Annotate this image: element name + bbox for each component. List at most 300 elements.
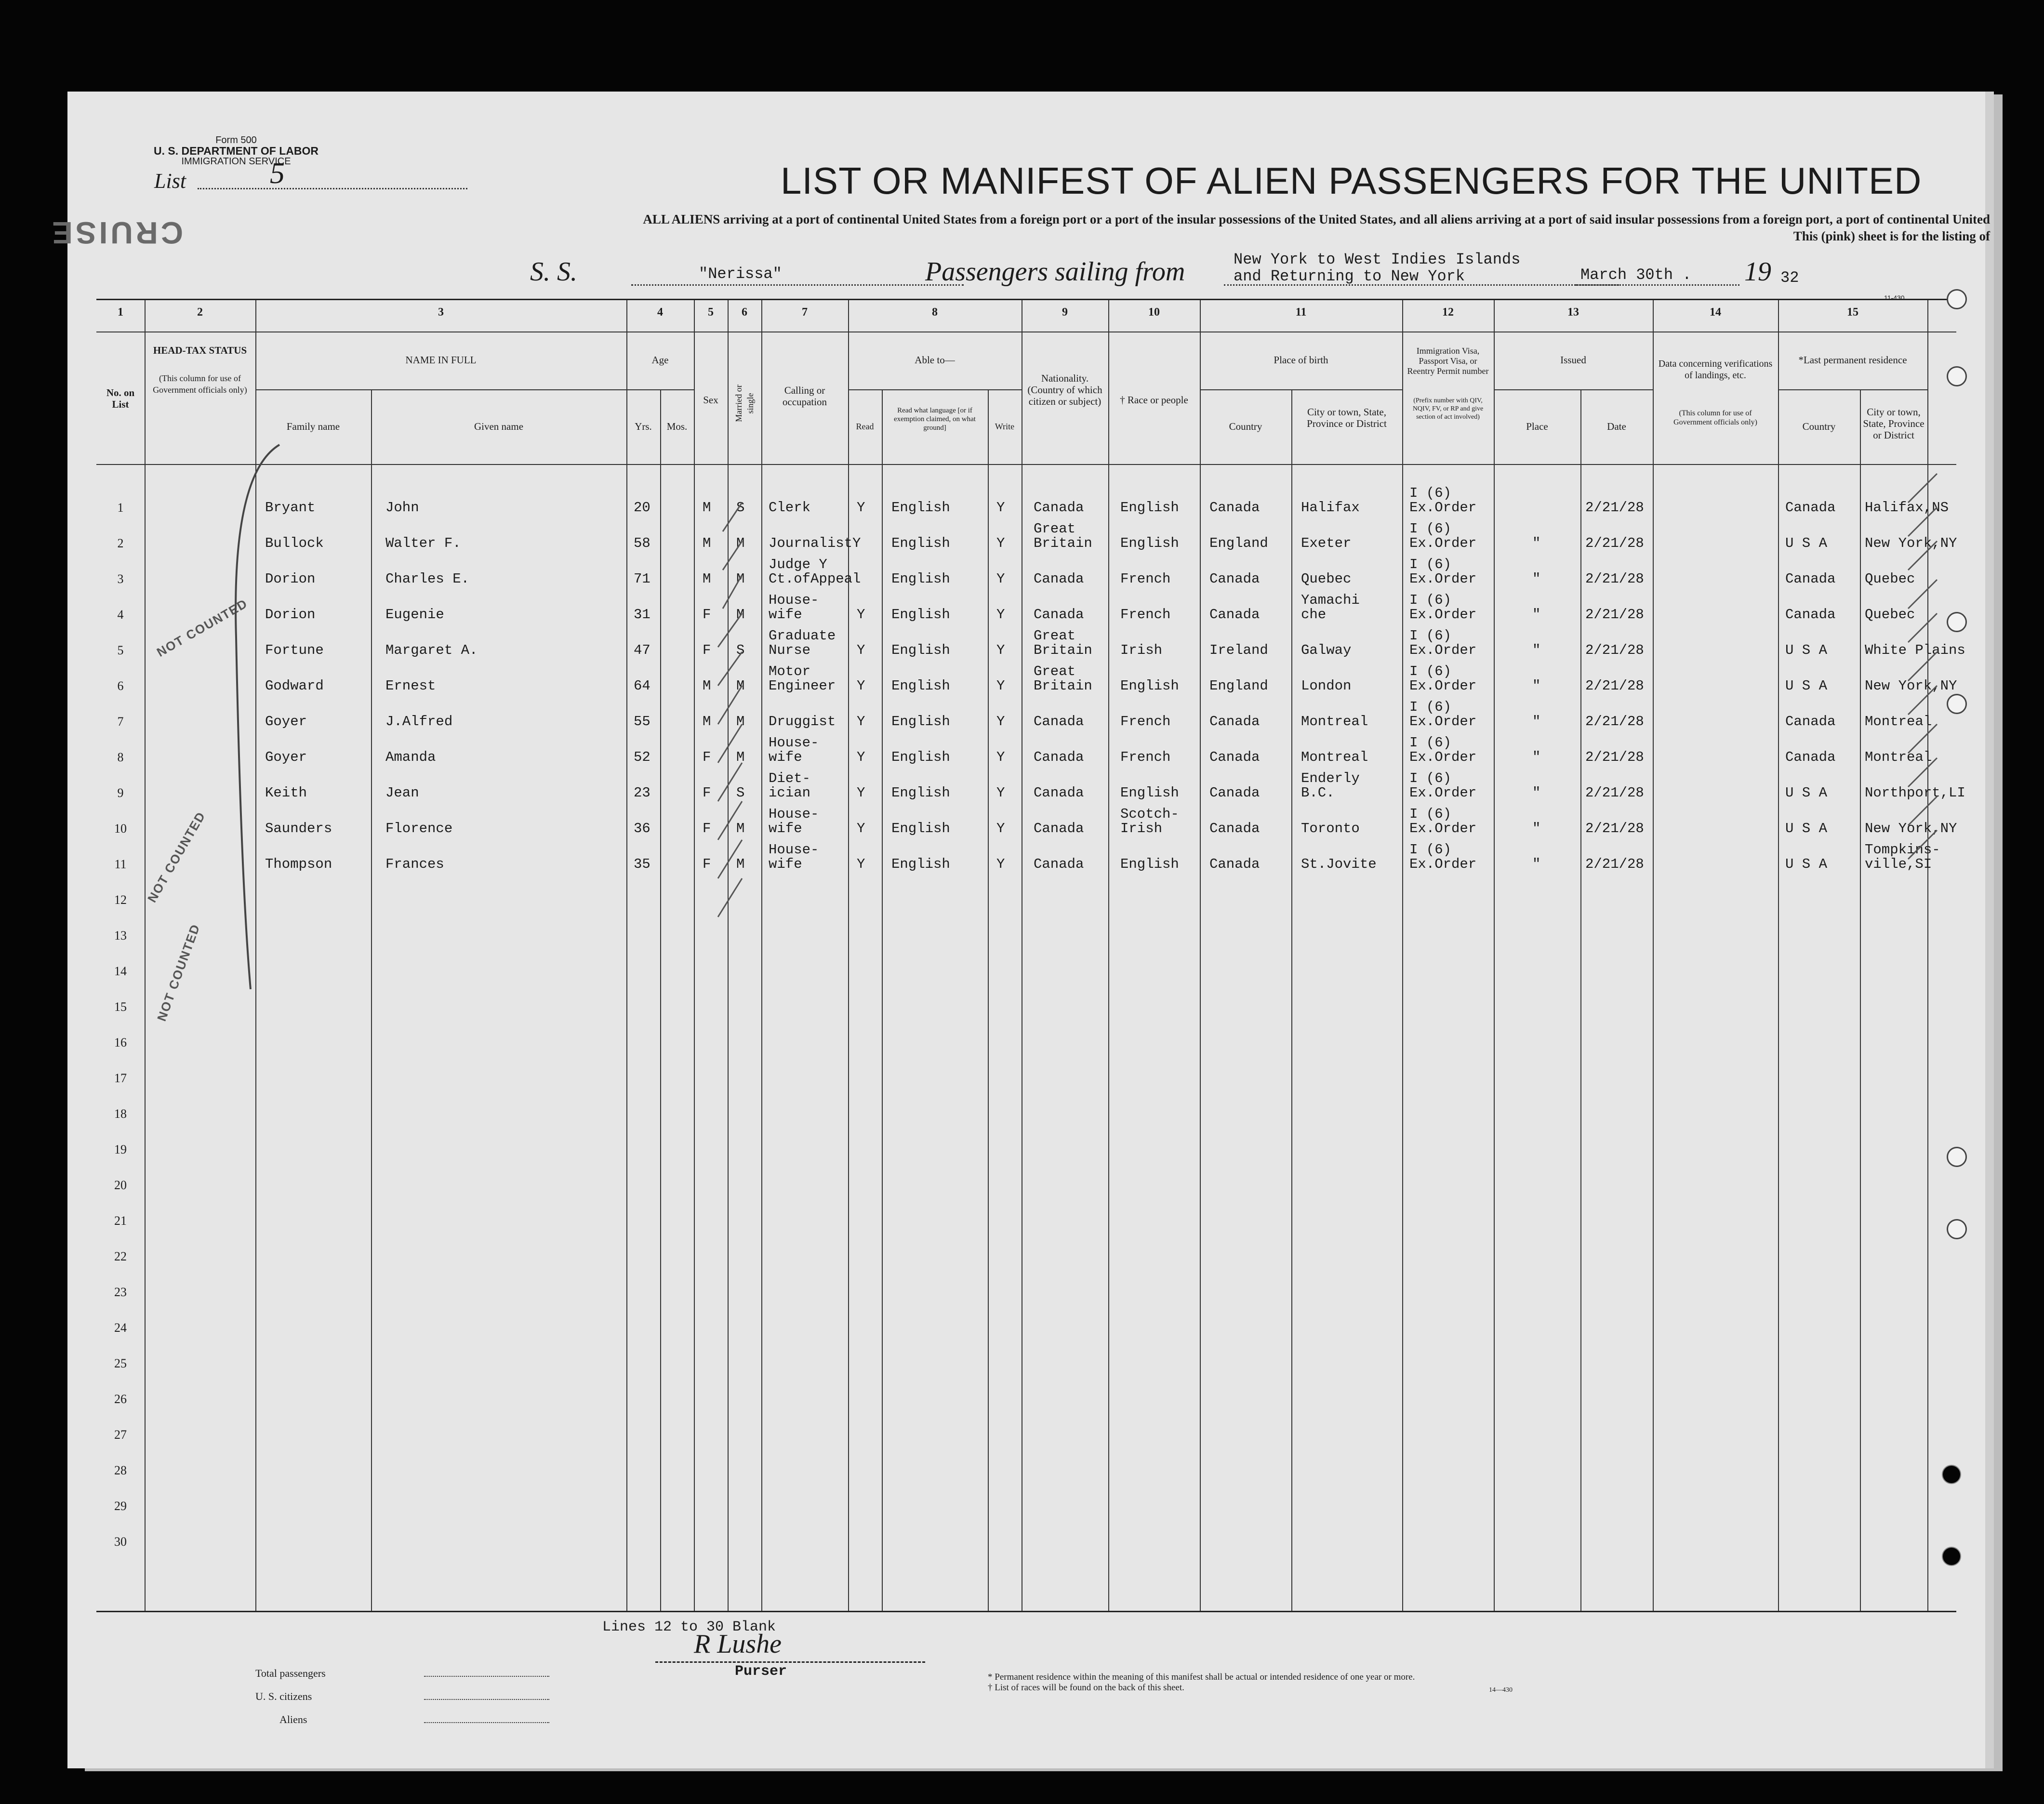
sex: M xyxy=(703,500,711,516)
row-number: 30 xyxy=(114,1535,127,1549)
route-line-2: and Returning to New York xyxy=(1234,267,1465,285)
marital-status: M xyxy=(736,535,745,551)
manifest-sheet xyxy=(49,92,1990,1768)
occupation-line-1: House- xyxy=(769,735,819,751)
race-line-2: Irish xyxy=(1120,642,1163,658)
can-read: Y xyxy=(857,500,865,516)
marital-status: M xyxy=(736,749,745,765)
department-name: U. S. DEPARTMENT OF LABOR xyxy=(153,145,319,157)
given-name: Frances xyxy=(385,856,444,872)
residence-country: Canada xyxy=(1785,749,1836,765)
given-name: Ernest xyxy=(385,678,436,694)
age: 35 xyxy=(634,856,650,872)
visa-line-1: I (6) xyxy=(1409,735,1452,751)
visa-line-2: Ex.Order xyxy=(1409,571,1477,587)
issued-date: 2/21/28 xyxy=(1585,571,1644,587)
col-number: 1 xyxy=(118,306,123,318)
visa-line-1: I (6) xyxy=(1409,806,1452,822)
row-number: 1 xyxy=(117,501,124,515)
visa-line-2: Ex.Order xyxy=(1409,607,1477,623)
nationality-line-1: Great xyxy=(1034,521,1076,537)
residence-country: U S A xyxy=(1785,535,1828,551)
col-number: 15 xyxy=(1847,306,1858,318)
col-number: 11 xyxy=(1295,306,1307,318)
race-line-2: English xyxy=(1120,856,1179,872)
occupation-line-1: Motor xyxy=(769,663,811,679)
residence-city-line-2: ville,SI xyxy=(1865,856,1932,872)
race-line-2: English xyxy=(1120,500,1179,516)
row-number: 16 xyxy=(114,1035,127,1049)
visa-line-2: Ex.Order xyxy=(1409,749,1477,765)
issued-place: " xyxy=(1532,607,1541,623)
can-write: Y xyxy=(996,500,1005,516)
given-name: John xyxy=(385,500,419,516)
binder-hole xyxy=(1947,1147,1967,1167)
occupation-line-1: House- xyxy=(769,842,819,858)
col-number: 7 xyxy=(802,306,808,318)
nationality-line-1: Great xyxy=(1034,628,1076,644)
birth-city-line-1: Enderly xyxy=(1301,770,1360,786)
issued-place: " xyxy=(1532,714,1541,730)
read-language: English xyxy=(891,571,950,587)
occupation-line-1: House- xyxy=(769,592,819,608)
form-code: 11-430 xyxy=(1884,294,1905,302)
race-line-2: French xyxy=(1120,749,1171,765)
list-number-line xyxy=(198,188,467,189)
age: 64 xyxy=(634,678,650,694)
visa-line-1: I (6) xyxy=(1409,663,1452,679)
can-write: Y xyxy=(996,535,1005,551)
total-passengers-label: Total passengers xyxy=(255,1667,326,1679)
race-line-2: Irish xyxy=(1120,821,1163,836)
can-read: Y xyxy=(857,714,865,730)
header-able-to: Able to— xyxy=(915,354,955,366)
residence-city-line-2: Montreal xyxy=(1865,714,1932,730)
occupation-line-2: wife xyxy=(769,749,802,765)
issued-place: " xyxy=(1532,856,1541,872)
header-issued-place: Place xyxy=(1526,421,1548,432)
visa-line-2: Ex.Order xyxy=(1409,642,1477,658)
header-verification: Data concerning verifications of landings, etc. xyxy=(1658,358,1773,381)
occupation-line-2: Ct.ofAppeal xyxy=(769,571,861,587)
issued-date: 2/21/28 xyxy=(1585,678,1644,694)
date-line xyxy=(1576,284,1739,286)
header-read-language: Read what language [or if exemption claimed, on what ground] xyxy=(894,407,976,432)
header-married: Married or single xyxy=(734,385,755,422)
nationality-line-2: Canada xyxy=(1034,749,1084,765)
sex: M xyxy=(703,714,711,730)
issued-place: " xyxy=(1532,642,1541,658)
occupation-line-2: wife xyxy=(769,821,802,836)
binder-hole xyxy=(1947,612,1967,632)
header-res-city: City or town, State, Province or District xyxy=(1863,406,1925,441)
form-number: Form 500 xyxy=(215,135,257,146)
race-line-1: Scotch- xyxy=(1120,806,1179,822)
visa-line-2: Ex.Order xyxy=(1409,500,1477,516)
race-line-2: English xyxy=(1120,535,1179,551)
nationality-line-1: Great xyxy=(1034,663,1076,679)
header-place-of-birth: Place of birth xyxy=(1274,354,1328,366)
row-number: 7 xyxy=(117,715,124,729)
row-number: 11 xyxy=(114,857,127,871)
residence-country: Canada xyxy=(1785,607,1836,623)
marital-status: S xyxy=(736,500,745,516)
binder-hole xyxy=(1947,366,1967,386)
binder-hole xyxy=(1947,694,1967,714)
cruise-stamp: CRUISE xyxy=(49,215,183,250)
sex: F xyxy=(703,856,711,872)
can-write: Y xyxy=(996,678,1005,694)
can-read: Y xyxy=(857,678,865,694)
issued-date: 2/21/28 xyxy=(1585,785,1644,801)
read-language: English xyxy=(891,749,950,765)
issued-date: 2/21/28 xyxy=(1585,535,1644,551)
not-counted-stamp: NOT COUNTED xyxy=(154,596,251,660)
col-number: 12 xyxy=(1442,306,1454,318)
can-read: Y xyxy=(857,821,865,836)
occupation-line-1: House- xyxy=(769,806,819,822)
visa-line-1: I (6) xyxy=(1409,770,1452,786)
sex: F xyxy=(703,749,711,765)
signature-line xyxy=(655,1661,925,1663)
aliens-label: Aliens xyxy=(279,1713,307,1725)
marital-status: S xyxy=(736,642,745,658)
sex: M xyxy=(703,535,711,551)
row-number: 28 xyxy=(114,1463,127,1477)
nationality-line-2: Canada xyxy=(1034,500,1084,516)
manifest-table xyxy=(96,299,1965,1612)
us-citizens-line xyxy=(424,1699,549,1700)
visa-line-2: Ex.Order xyxy=(1409,535,1477,551)
residence-country: U S A xyxy=(1785,821,1828,836)
route-line-1: New York to West Indies Islands xyxy=(1234,251,1521,268)
marital-status: M xyxy=(736,571,745,587)
sex: M xyxy=(703,678,711,694)
given-name: Florence xyxy=(385,821,453,836)
age: 36 xyxy=(634,821,650,836)
birth-city-line-2: che xyxy=(1301,607,1327,623)
row-number: 14 xyxy=(114,964,127,978)
marital-status: M xyxy=(736,714,745,730)
row-number: 10 xyxy=(114,822,127,836)
read-language: English xyxy=(891,785,950,801)
visa-line-1: I (6) xyxy=(1409,557,1452,572)
age: 23 xyxy=(634,785,650,801)
family-name: Goyer xyxy=(265,749,307,765)
row-number: 17 xyxy=(114,1071,127,1085)
row-number: 22 xyxy=(114,1249,127,1263)
lines-blank-note: Lines 12 to 30 Blank xyxy=(602,1619,776,1635)
binder-hole xyxy=(1942,1547,1961,1566)
birth-country: Canada xyxy=(1209,571,1260,587)
residence-city-line-1: Tompkins- xyxy=(1865,842,1940,858)
issued-date: 2/21/28 xyxy=(1585,749,1644,765)
birth-city-line-1: Yamachi xyxy=(1301,592,1360,608)
given-name: Walter F. xyxy=(385,535,461,551)
header-age: Age xyxy=(651,354,669,366)
col-number: 2 xyxy=(197,306,203,318)
issued-date: 2/21/28 xyxy=(1585,714,1644,730)
occupation-line-2: Engineer xyxy=(769,678,836,694)
binder-hole xyxy=(1947,289,1967,309)
birth-country: Canada xyxy=(1209,821,1260,836)
visa-line-1: I (6) xyxy=(1409,485,1452,501)
family-name: Bullock xyxy=(265,535,324,551)
subtitle-line-2: This (pink) sheet is for the listing of xyxy=(1793,229,1990,243)
sex: F xyxy=(703,821,711,836)
family-name: Keith xyxy=(265,785,307,801)
nationality-line-2: Britain xyxy=(1034,678,1092,694)
issued-date: 2/21/28 xyxy=(1585,500,1644,516)
occupation-line-2: Nurse xyxy=(769,642,811,658)
service-name: IMMIGRATION SERVICE xyxy=(181,156,291,167)
footnote-races: † List of races will be found on the back of this sheet. xyxy=(988,1683,1184,1693)
issued-place: " xyxy=(1532,821,1541,836)
occupation-line-2: wife xyxy=(769,856,802,872)
footnote-residence: * Permanent residence within the meaning of this manifest shall be actual or intended residence of one year or more. xyxy=(988,1672,1415,1682)
age: 31 xyxy=(634,607,650,623)
row-number: 20 xyxy=(114,1178,127,1192)
age: 52 xyxy=(634,749,650,765)
birth-country: Canada xyxy=(1209,500,1260,516)
residence-city-line-2: Quebec xyxy=(1865,571,1915,587)
row-number: 4 xyxy=(117,608,124,622)
page-title: LIST OR MANIFEST OF ALIEN PASSENGERS FOR THE UNITED xyxy=(781,159,1922,202)
read-language: English xyxy=(891,607,950,623)
age: 71 xyxy=(634,571,650,587)
sex: M xyxy=(703,571,711,587)
row-number: 29 xyxy=(114,1499,127,1513)
subtitle-line-1: ALL ALIENS arriving at a port of continental United States from a foreign port or a port of the insular possessions of the United States, and all aliens arriving at a port of said insular possessions from a foreign port, a port of continental United xyxy=(643,212,1990,226)
footer-form-code: 14—430 xyxy=(1489,1686,1513,1694)
row-number: 21 xyxy=(114,1214,127,1228)
birth-city-line-2: Exeter xyxy=(1301,535,1352,551)
header-visa-note: (Prefix number with QIV, NQIV, FV, or RP and give section of act involved) xyxy=(1412,397,1484,421)
purser-label: Purser xyxy=(735,1663,787,1680)
residence-country: Canada xyxy=(1785,571,1836,587)
given-name: Charles E. xyxy=(385,571,470,587)
residence-city-line-2: Montreal xyxy=(1865,749,1932,765)
marital-status: M xyxy=(736,607,745,623)
can-write: Y xyxy=(996,607,1005,623)
read-language: English xyxy=(891,535,950,551)
read-language: English xyxy=(891,714,950,730)
col-number: 9 xyxy=(1062,306,1068,318)
row-number: 9 xyxy=(117,786,124,800)
issued-date: 2/21/28 xyxy=(1585,821,1644,836)
race-line-2: French xyxy=(1120,607,1171,623)
header-yrs: Yrs. xyxy=(635,421,652,432)
row-number: 25 xyxy=(114,1356,127,1370)
given-name: Amanda xyxy=(385,749,436,765)
read-language: English xyxy=(891,678,950,694)
residence-city-line-2: Halifax,NS xyxy=(1865,500,1949,516)
birth-country: Canada xyxy=(1209,749,1260,765)
header-write: Write xyxy=(995,422,1015,431)
residence-country: U S A xyxy=(1785,678,1828,694)
given-name: Jean xyxy=(385,785,419,801)
row-number: 19 xyxy=(114,1142,127,1156)
residence-city-line-2: White Plains xyxy=(1865,642,1965,658)
row-number: 5 xyxy=(117,643,124,657)
visa-line-2: Ex.Order xyxy=(1409,785,1477,801)
residence-city-line-2: New York,NY xyxy=(1865,821,1957,836)
family-name: Godward xyxy=(265,678,324,694)
occupation-line-1: Graduate xyxy=(769,628,836,644)
issued-place: " xyxy=(1532,785,1541,801)
list-label: List xyxy=(154,169,186,193)
family-name: Dorion xyxy=(265,607,316,623)
col-number: 10 xyxy=(1148,306,1160,318)
col-number: 8 xyxy=(932,306,938,318)
residence-country: Canada xyxy=(1785,714,1836,730)
nationality-line-2: Canada xyxy=(1034,714,1084,730)
birth-country: England xyxy=(1209,535,1268,551)
can-write: Y xyxy=(996,785,1005,801)
residence-country: U S A xyxy=(1785,785,1828,801)
residence-city-line-2: Northport,LI xyxy=(1865,785,1965,801)
birth-country: Ireland xyxy=(1209,642,1268,658)
birth-country: Canada xyxy=(1209,856,1260,872)
residence-city-line-2: New York,NY xyxy=(1865,678,1957,694)
race-line-2: French xyxy=(1120,714,1171,730)
purser-signature: R Lushe xyxy=(694,1629,782,1659)
not-counted-stamp: NOT COUNTED xyxy=(145,809,209,905)
marital-status: M xyxy=(736,678,745,694)
nationality-line-2: Canada xyxy=(1034,821,1084,836)
visa-line-1: I (6) xyxy=(1409,699,1452,715)
list-number: 5 xyxy=(270,157,285,190)
col-number: 14 xyxy=(1710,306,1721,318)
total-passengers-line xyxy=(424,1676,549,1677)
visa-line-2: Ex.Order xyxy=(1409,714,1477,730)
visa-line-2: Ex.Order xyxy=(1409,821,1477,836)
read-language: English xyxy=(891,500,950,516)
visa-line-1: I (6) xyxy=(1409,628,1452,644)
col-number: 13 xyxy=(1567,306,1579,318)
birth-city-line-2: Galway xyxy=(1301,642,1352,658)
col-number: 3 xyxy=(438,306,444,318)
sex: F xyxy=(703,642,711,658)
can-read: Y xyxy=(857,856,865,872)
read-language: English xyxy=(891,821,950,836)
occupation-line-2: ician xyxy=(769,785,811,801)
can-read: Y xyxy=(857,642,865,658)
family-name: Fortune xyxy=(265,642,324,658)
family-name: Thompson xyxy=(265,856,332,872)
can-read: Y xyxy=(857,607,865,623)
issued-place: " xyxy=(1532,571,1541,587)
residence-country: Canada xyxy=(1785,500,1836,516)
nationality-line-2: Canada xyxy=(1034,607,1084,623)
header-res-country: Country xyxy=(1802,421,1836,432)
header-no-on-list: No. on List xyxy=(106,387,135,410)
given-name: Eugenie xyxy=(385,607,444,623)
header-head-tax: HEAD-TAX STATUS xyxy=(153,345,247,356)
visa-line-1: I (6) xyxy=(1409,592,1452,608)
row-number: 24 xyxy=(114,1321,127,1335)
residence-country: U S A xyxy=(1785,856,1828,872)
occupation-line-1: Judge Y xyxy=(769,557,827,572)
header-mos: Mos. xyxy=(666,421,688,432)
binder-hole xyxy=(1942,1465,1961,1484)
row-number: 8 xyxy=(117,750,124,764)
header-issued: Issued xyxy=(1560,354,1586,366)
family-name: Goyer xyxy=(265,714,307,730)
visa-line-2: Ex.Order xyxy=(1409,678,1477,694)
family-name: Bryant xyxy=(265,500,316,516)
birth-city-line-2: London xyxy=(1301,678,1352,694)
birth-city-line-2: Montreal xyxy=(1301,749,1368,765)
issued-date: 2/21/28 xyxy=(1585,642,1644,658)
issued-place: " xyxy=(1532,535,1541,551)
nationality-line-2: Canada xyxy=(1034,571,1084,587)
header-nationality: Nationality. (Country of which citizen or subject) xyxy=(1027,372,1102,407)
row-number: 12 xyxy=(114,893,127,907)
header-race: † Race or people xyxy=(1120,394,1188,406)
birth-city-line-2: Halifax xyxy=(1301,500,1360,516)
nationality-line-2: Canada xyxy=(1034,856,1084,872)
aliens-line xyxy=(424,1722,549,1723)
header-calling: Calling or occupation xyxy=(782,385,827,408)
can-read: Y xyxy=(857,749,865,765)
header-issued-date: Date xyxy=(1607,421,1626,432)
form-identifier xyxy=(149,135,323,167)
age: 58 xyxy=(634,535,650,551)
issued-date: 2/21/28 xyxy=(1585,856,1644,872)
can-write: Y xyxy=(996,571,1005,587)
visa-line-1: I (6) xyxy=(1409,521,1452,537)
ship-name-line xyxy=(631,284,964,286)
row-number: 6 xyxy=(117,679,124,693)
birth-city-line-2: St.Jovite xyxy=(1301,856,1377,872)
marital-status: M xyxy=(736,821,745,836)
can-write: Y xyxy=(996,856,1005,872)
occupation-line-1: Diet- xyxy=(769,770,811,786)
race-line-2: English xyxy=(1120,678,1179,694)
nationality-line-2: Britain xyxy=(1034,535,1092,551)
family-name: Saunders xyxy=(265,821,332,836)
race-line-2: English xyxy=(1120,785,1179,801)
header-read: Read xyxy=(856,422,874,431)
birth-country: Canada xyxy=(1209,714,1260,730)
visa-line-1: I (6) xyxy=(1409,842,1452,858)
row-number: 26 xyxy=(114,1392,127,1406)
not-counted-stamp: NOT COUNTED xyxy=(154,922,203,1023)
binder-hole xyxy=(1947,1219,1967,1239)
occupation-line-2: Clerk xyxy=(769,500,811,516)
header-name-in-full: NAME IN FULL xyxy=(405,354,477,366)
age: 20 xyxy=(634,500,650,516)
residence-country: U S A xyxy=(1785,642,1828,658)
header-birth-city: City or town, State, Province or District xyxy=(1307,406,1387,429)
row-number: 23 xyxy=(114,1285,127,1299)
row-number: 2 xyxy=(117,536,124,550)
passengers-sailing-label: Passengers sailing from xyxy=(925,257,1185,287)
birth-country: England xyxy=(1209,678,1268,694)
header-verification-note: (This column for use of Government officials only) xyxy=(1673,409,1757,426)
birth-city-line-2: Montreal xyxy=(1301,714,1368,730)
header-last-residence: *Last permanent residence xyxy=(1798,354,1907,366)
marital-status: S xyxy=(736,785,745,801)
row-number: 27 xyxy=(114,1428,127,1442)
family-name: Dorion xyxy=(265,571,316,587)
can-write: Y xyxy=(996,821,1005,836)
can-write: Y xyxy=(996,749,1005,765)
can-write: Y xyxy=(996,714,1005,730)
given-name: J.Alfred xyxy=(385,714,453,730)
birth-city-line-2: Quebec xyxy=(1301,571,1352,587)
